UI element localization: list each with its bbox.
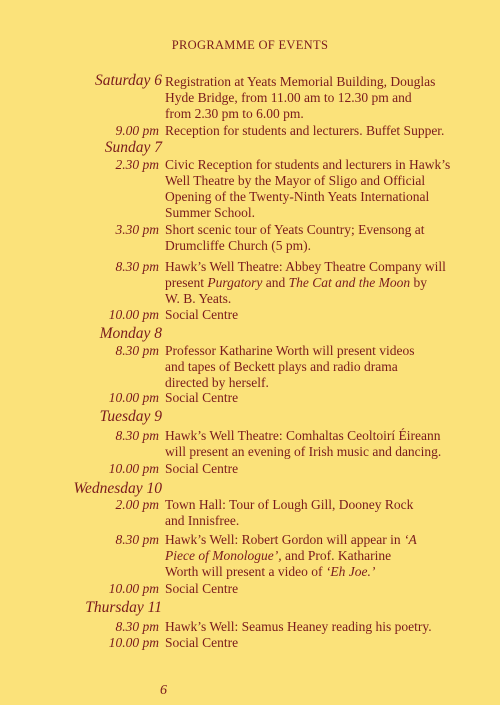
day-tuesday: Tuesday 9 [99, 408, 162, 425]
event-line: Social Centre [165, 581, 239, 596]
day-monday: Monday 8 [99, 325, 162, 342]
event-town-hall-tour [165, 497, 455, 529]
play-title: ‘Eh Joe.’ [325, 564, 376, 579]
event-line: Civic Reception for students and lecturers in Hawk’s [165, 157, 451, 172]
text-segment: present [165, 275, 208, 290]
play-title: The Cat and the Moon [288, 275, 411, 290]
event-line [165, 275, 455, 291]
day-wednesday: Wednesday 10 [73, 480, 162, 497]
event-time: 8.30 pm [115, 532, 159, 547]
event-social-centre [165, 581, 455, 597]
event-time: 9.00 pm [115, 123, 159, 138]
event-irish-music [165, 428, 455, 460]
event-line: and tapes of Beckett plays and radio drama [165, 359, 398, 374]
event-registration [165, 74, 455, 122]
event-beckett-videos [165, 343, 455, 391]
event-line: Professor Katharine Worth will present videos [165, 343, 415, 358]
event-abbey-theatre [165, 259, 455, 307]
event-line: W. B. Yeats. [165, 291, 232, 306]
event-monologue [165, 532, 455, 580]
event-heaney-reading [165, 619, 455, 635]
play-title: ‘A [404, 532, 417, 547]
play-title: Piece of Monologue’, [165, 548, 282, 563]
event-time: 10.00 pm [108, 635, 159, 650]
event-line: Hawk’s Well: Seamus Heaney reading his poetry. [165, 619, 432, 634]
event-line: Hyde Bridge, from 11.00 am to 12.30 pm and [165, 90, 412, 105]
event-time: 10.00 pm [108, 581, 159, 596]
event-social-centre [165, 461, 455, 477]
event-line: and Innisfree. [165, 513, 240, 528]
event-reception [165, 123, 455, 139]
event-time: 10.00 pm [108, 461, 159, 476]
event-line: Social Centre [165, 635, 239, 650]
text-segment: Hawk’s Well: Robert Gordon will appear in [165, 532, 404, 547]
event-time: 8.30 pm [115, 259, 159, 274]
event-line: Town Hall: Tour of Lough Gill, Dooney Rock [165, 497, 414, 512]
event-line: Social Centre [165, 307, 239, 322]
event-social-centre [165, 635, 455, 651]
event-time: 8.30 pm [115, 619, 159, 634]
event-line: Hawk’s Well Theatre: Abbey Theatre Company will [165, 259, 446, 274]
day-saturday: Saturday 6 [94, 72, 162, 89]
day-thursday: Thursday 11 [85, 599, 162, 616]
event-line: Summer School. [165, 205, 255, 220]
event-line [165, 548, 455, 564]
event-line: Social Centre [165, 390, 239, 405]
event-line: Hawk’s Well Theatre: Comhaltas Ceoltoirí Éireann [165, 428, 441, 443]
event-line: from 2.30 pm to 6.00 pm. [165, 106, 304, 121]
event-time: 8.30 pm [115, 343, 159, 358]
page-number: 6 [160, 683, 167, 698]
play-title: Purgatory [207, 275, 263, 290]
day-sunday: Sunday 7 [104, 139, 162, 156]
event-time: 2.00 pm [115, 497, 159, 512]
event-line: directed by herself. [165, 375, 269, 390]
text-segment: Worth will present a video of [165, 564, 326, 579]
page-title: PROGRAMME OF EVENTS [171, 38, 329, 52]
event-line: Well Theatre by the Mayor of Sligo and Official [165, 173, 426, 188]
event-line: Drumcliffe Church (5 pm). [165, 238, 311, 253]
event-line [165, 564, 455, 580]
event-scenic-tour [165, 222, 455, 254]
event-line: Social Centre [165, 461, 239, 476]
event-time: 10.00 pm [108, 390, 159, 405]
event-time: 3.30 pm [115, 222, 159, 237]
event-social-centre [165, 307, 455, 323]
event-line: Registration at Yeats Memorial Building, Douglas [165, 74, 436, 89]
event-time: 10.00 pm [108, 307, 159, 322]
event-line: Short scenic tour of Yeats Country; Evensong at [165, 222, 425, 237]
event-social-centre [165, 390, 455, 406]
event-line: will present an evening of Irish music and dancing. [165, 444, 442, 459]
event-line: Opening of the Twenty-Ninth Yeats International [165, 189, 430, 204]
event-line [165, 532, 455, 548]
text-segment: and Prof. Katharine [281, 548, 392, 563]
event-civic-reception [165, 157, 455, 221]
text-segment: and [262, 275, 289, 290]
event-time: 2.30 pm [115, 157, 159, 172]
event-line: Reception for students and lecturers. Buffet Supper. [165, 123, 445, 138]
text-segment: by [410, 275, 427, 290]
event-time: 8.30 pm [115, 428, 159, 443]
